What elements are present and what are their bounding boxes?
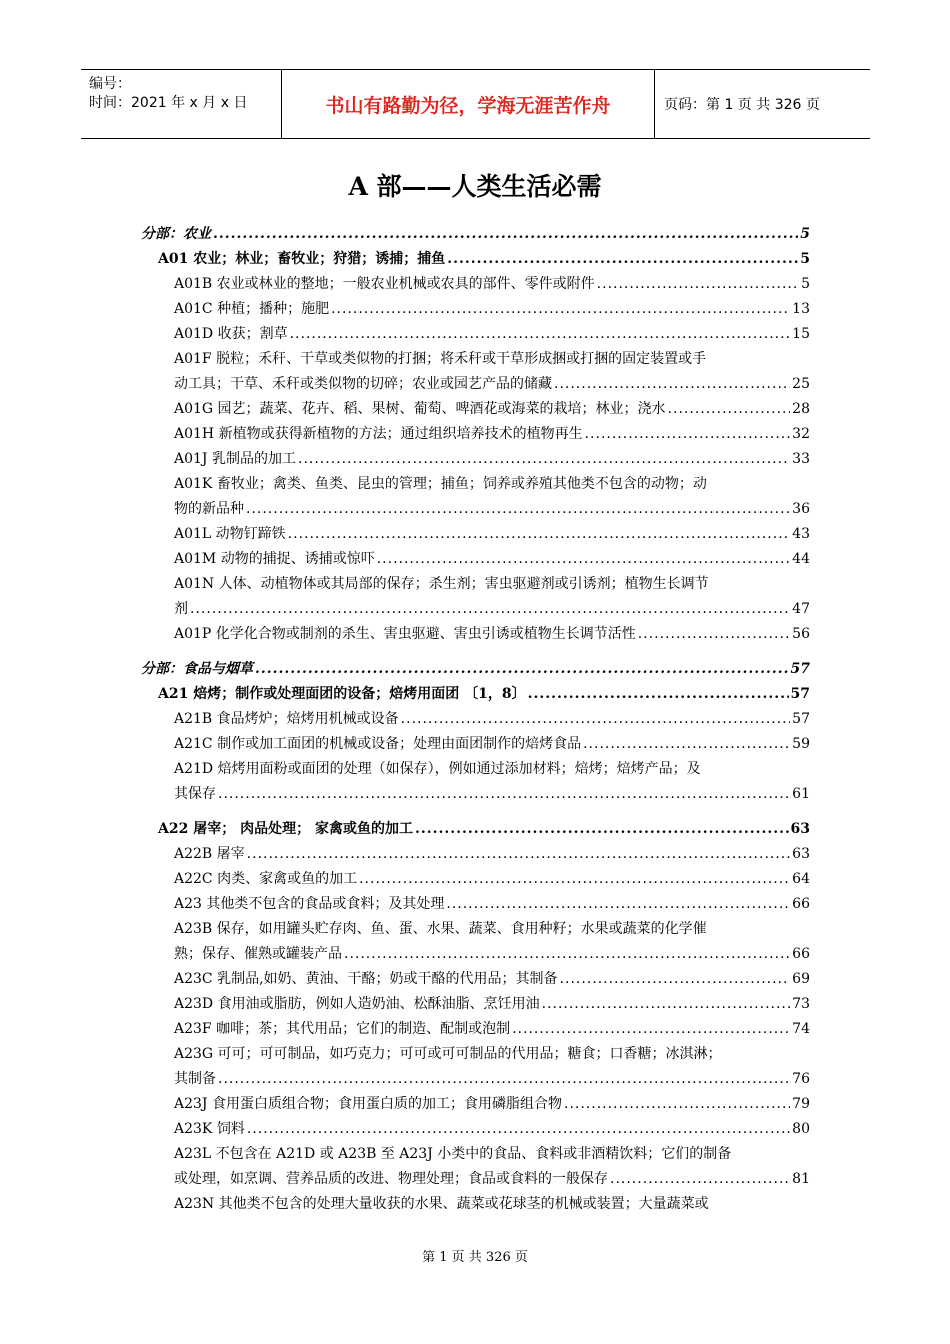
toc-leader-dots xyxy=(585,422,791,447)
toc-line xyxy=(174,522,810,547)
toc-line xyxy=(174,1117,810,1142)
toc-leader-dots xyxy=(377,547,790,572)
toc-line xyxy=(174,707,810,732)
toc-leader-dots xyxy=(446,892,790,917)
toc-entry-text: A01P 化学化合物或制剂的杀生、害虫驱避、害虫引诱或植物生长调节活性 xyxy=(174,626,636,642)
toc-leader-dots xyxy=(218,782,790,807)
header-motto: 书山有路勤为径，学海无涯苦作舟 xyxy=(325,94,611,117)
toc-leader-dots xyxy=(542,992,791,1017)
toc-page-number: 28 xyxy=(792,401,810,417)
toc-entry-text: A01D 收获；割草 xyxy=(174,326,288,342)
toc-subclass[interactable] xyxy=(174,572,810,622)
toc-entry-text: 或处理，如烹调、营养品质的改进、物理处理；食品或食料的一般保存 xyxy=(174,1171,608,1187)
toc-page-number: 73 xyxy=(792,996,810,1012)
toc-line xyxy=(174,867,810,892)
toc-line xyxy=(174,497,810,522)
toc-entry-text: A01J 乳制品的加工 xyxy=(174,451,296,467)
toc-line xyxy=(174,892,810,917)
header-number-label: 编号： xyxy=(89,76,131,92)
toc-line xyxy=(174,732,810,757)
toc-page-number: 76 xyxy=(792,1071,810,1087)
toc-line xyxy=(174,447,810,472)
toc-entry-text: A22C 肉类、家禽或鱼的加工 xyxy=(174,871,358,887)
toc-leader-dots xyxy=(331,297,790,322)
toc-line xyxy=(174,372,810,397)
toc-line xyxy=(174,272,810,297)
toc-leader-dots xyxy=(610,1167,790,1192)
toc-page-number: 44 xyxy=(792,551,810,567)
toc-entry-text: A01L 动物钉蹄铁 xyxy=(174,526,286,542)
toc-page-number: 63 xyxy=(790,821,810,837)
toc-entry-text: A23N 其他类不包含的处理大量收获的水果、蔬菜或花球茎的机械或装置；大量蔬菜或 xyxy=(174,1196,709,1212)
header-page-info: 页码：第 1 页 共 326 页 xyxy=(664,97,820,113)
toc-entry-text: 动工具；干草、禾秆或类似物的切碎；农业或园艺产品的储藏 xyxy=(174,376,552,392)
header-date-label: 时间：2021 年 x 月 x 日 xyxy=(89,95,248,111)
toc-entry-text: 物的新品种 xyxy=(174,501,244,517)
toc-entry-text: A23D 食用油或脂肪，例如人造奶油、松酥油脂、烹饪用油 xyxy=(174,996,540,1012)
toc-page-number: 13 xyxy=(792,301,810,317)
toc-line xyxy=(141,222,810,247)
toc-line xyxy=(174,842,810,867)
toc-page-number: 32 xyxy=(792,426,810,442)
toc-subclass[interactable] xyxy=(174,472,810,522)
toc-entry-text: A01B 农业或林业的整地；一般农业机械或农具的部件、零件或附件 xyxy=(174,276,595,292)
toc-page-number: 33 xyxy=(792,451,810,467)
toc-subclass[interactable] xyxy=(174,707,810,732)
toc-leader-dots xyxy=(415,817,789,842)
toc-leader-dots xyxy=(447,247,798,272)
toc-subclass[interactable] xyxy=(174,732,810,757)
toc-line xyxy=(174,622,810,647)
toc-leader-dots xyxy=(344,942,790,967)
toc-page-number: 5 xyxy=(801,276,810,292)
toc-entry-text: A01N 人体、动植物体或其局部的保存；杀生剂；害虫驱避剂或引诱剂；植物生长调节 xyxy=(174,576,709,592)
toc-page-number: 47 xyxy=(792,601,810,617)
toc-entry-text: A01M 动物的捕捉、诱捕或惊吓 xyxy=(174,551,375,567)
toc-line xyxy=(174,782,810,807)
toc-page-number: 5 xyxy=(800,251,810,267)
toc-entry-text: A22 屠宰； 肉品处理； 家禽或鱼的加工 xyxy=(158,821,413,837)
toc-page-number: 59 xyxy=(792,736,810,752)
toc-subclass[interactable] xyxy=(174,322,810,347)
toc-entry-text: A21B 食品烤炉；焙烤用机械或设备 xyxy=(174,711,399,727)
toc-entry-text: A21 焙烤；制作或处理面团的设备；焙烤用面团 〔1，8〕 xyxy=(158,686,526,702)
toc-page-number: 66 xyxy=(792,946,810,962)
toc-subclass[interactable] xyxy=(174,272,810,297)
toc-entry-text: 其制备 xyxy=(174,1071,216,1087)
toc-line xyxy=(141,657,810,682)
toc-page-number: 15 xyxy=(792,326,810,342)
toc-entry-text: 其保存 xyxy=(174,786,216,802)
toc-entry-text: 分部：农业 xyxy=(141,226,211,242)
toc-line xyxy=(174,1167,810,1192)
toc-subclass[interactable] xyxy=(174,757,810,807)
toc-entry-text: A22B 屠宰 xyxy=(174,846,245,862)
toc-entry-text: A23F 咖啡；茶；其代用品；它们的制造、配制或泡制 xyxy=(174,1021,511,1037)
page-footer: 第 1 页 共 326 页 xyxy=(422,1250,528,1265)
toc-line xyxy=(174,1067,810,1092)
toc-entry-text: A23B 保存，如用罐头贮存肉、鱼、蛋、水果、蔬菜、食用种籽；水果或蔬菜的化学催 xyxy=(174,921,707,937)
toc-line xyxy=(158,247,810,272)
toc-leader-dots xyxy=(554,372,790,397)
toc-page-number: 61 xyxy=(792,786,810,802)
toc-entry-text: A01 农业；林业；畜牧业；狩猎；诱捕；捕鱼 xyxy=(158,251,446,267)
toc-subclass[interactable] xyxy=(174,917,810,967)
toc-line xyxy=(158,817,810,842)
toc-entry-text: A21C 制作或加工面团的机械或设备；处理由面团制作的焙烤食品 xyxy=(174,736,582,752)
page-title: A 部——人类生活必需 xyxy=(348,172,602,201)
toc-page-number: 36 xyxy=(792,501,810,517)
toc-page-number: 69 xyxy=(792,971,810,987)
toc-entry-text: A21D 焙烤用面粉或面团的处理（如保存），例如通过添加材料；焙烤；焙烤产品；及 xyxy=(174,761,701,777)
toc-entry-text: A01H 新植物或获得新植物的方法；通过组织培养技术的植物再生 xyxy=(174,426,583,442)
toc-page-number: 57 xyxy=(790,661,810,677)
toc-subclass[interactable] xyxy=(174,892,810,917)
toc-subclass[interactable] xyxy=(174,867,810,892)
toc-leader-dots xyxy=(290,322,791,347)
toc-entry-text: 熟；保存、催熟或罐装产品 xyxy=(174,946,342,962)
toc-page-number: 79 xyxy=(792,1096,810,1112)
toc-page-number: 56 xyxy=(792,626,810,642)
toc-line xyxy=(174,422,810,447)
toc-line xyxy=(174,547,810,572)
toc-leader-dots xyxy=(564,1092,790,1117)
toc-subclass[interactable] xyxy=(174,1042,810,1092)
toc-page-number: 66 xyxy=(792,896,810,912)
toc-entry-text: A01F 脱粒；禾秆、干草或类似物的打捆；将禾秆或干草形成捆或打捆的固定装置或手 xyxy=(174,351,707,367)
toc-page-number: 81 xyxy=(792,1171,810,1187)
toc-subclass[interactable] xyxy=(174,347,810,397)
toc-entry-text: A23K 饲料 xyxy=(174,1121,245,1137)
toc-leader-dots xyxy=(247,842,791,867)
toc-leader-dots xyxy=(560,967,791,992)
toc-entry-text: A23G 可可；可可制品，如巧克力；可可或可可制品的代用品；糖食；口香糖；冰淇淋； xyxy=(174,1046,722,1062)
toc-subclass[interactable] xyxy=(174,1142,810,1192)
toc-entry-text: A01C 种植；播种；施肥 xyxy=(174,301,330,317)
toc-leader-dots xyxy=(401,707,791,732)
toc-leader-dots xyxy=(512,1017,790,1042)
toc-leader-dots xyxy=(638,622,790,647)
toc-line xyxy=(174,297,810,322)
toc-line xyxy=(174,597,810,622)
toc-subclass[interactable] xyxy=(174,1017,810,1042)
toc-subclass[interactable] xyxy=(174,1117,810,1142)
toc-subclass[interactable] xyxy=(174,522,810,547)
toc-section[interactable] xyxy=(141,657,810,682)
toc-leader-dots xyxy=(246,497,790,522)
toc-page-number: 57 xyxy=(790,686,810,702)
toc-page-number: 5 xyxy=(800,226,810,242)
toc-class[interactable] xyxy=(158,247,810,272)
toc-page-number: 64 xyxy=(792,871,810,887)
toc-subclass[interactable] xyxy=(174,1092,810,1117)
toc-subclass[interactable] xyxy=(174,422,810,447)
toc-leader-dots xyxy=(288,522,791,547)
header-meta xyxy=(81,70,281,138)
toc-subclass[interactable] xyxy=(174,967,810,992)
toc-subclass[interactable] xyxy=(174,397,810,422)
header-motto-cell xyxy=(281,70,655,138)
toc-subclass[interactable] xyxy=(174,622,810,647)
toc-leader-dots xyxy=(668,397,791,422)
toc-page-number: 80 xyxy=(792,1121,810,1137)
toc-line xyxy=(174,992,810,1017)
toc-line xyxy=(174,942,810,967)
toc-page-number: 63 xyxy=(792,846,810,862)
toc-line xyxy=(174,1017,810,1042)
toc-line xyxy=(174,1092,810,1117)
toc-entry-text: A23 其他类不包含的食品或食料；及其处理 xyxy=(174,896,445,912)
toc-entry-text: A01K 畜牧业；禽类、鱼类、昆虫的管理；捕鱼；饲养或养殖其他类不包含的动物；动 xyxy=(174,476,707,492)
toc-leader-dots xyxy=(255,657,789,682)
toc-subclass[interactable] xyxy=(174,842,810,867)
toc-leader-dots xyxy=(359,867,790,892)
toc-entry-text: 剂 xyxy=(174,601,188,617)
toc-entry-text: 分部：食品与烟草 xyxy=(141,661,253,677)
toc-entry-text: A23L 不包含在 A21D 或 A23B 至 A23J 小类中的食品、食料或非酒精饮料；它们的制备 xyxy=(174,1146,732,1162)
toc-leader-dots xyxy=(190,597,790,622)
toc-class[interactable] xyxy=(158,817,810,842)
toc-subclass[interactable] xyxy=(174,297,810,322)
toc-leader-dots xyxy=(218,1067,790,1092)
toc-line xyxy=(158,682,810,707)
toc-class[interactable] xyxy=(158,682,810,707)
toc-leader-dots xyxy=(298,447,790,472)
toc-line xyxy=(174,967,810,992)
toc-subclass[interactable] xyxy=(174,447,810,472)
toc-leader-dots xyxy=(597,272,799,297)
toc-page-number: 74 xyxy=(792,1021,810,1037)
toc-entry-text: A23C 乳制品,如奶、黄油、干酪；奶或干酪的代用品；其制备 xyxy=(174,971,558,987)
toc-leader-dots xyxy=(528,682,789,707)
toc-subclass[interactable] xyxy=(174,547,810,572)
toc-section[interactable] xyxy=(141,222,810,247)
toc-page-number: 57 xyxy=(792,711,810,727)
page-header xyxy=(81,69,870,139)
toc-page-number: 43 xyxy=(792,526,810,542)
toc-entry-text: A23J 食用蛋白质组合物；食用蛋白质的加工；食用磷脂组合物 xyxy=(174,1096,562,1112)
toc-leader-dots xyxy=(213,222,798,247)
toc-leader-dots xyxy=(247,1117,790,1142)
toc-leader-dots xyxy=(583,732,790,757)
toc-line xyxy=(174,322,810,347)
toc-line xyxy=(174,397,810,422)
toc-subclass[interactable] xyxy=(174,992,810,1017)
toc-subclass[interactable] xyxy=(174,1192,810,1217)
toc-page-number: 25 xyxy=(792,376,810,392)
toc-entry-text: A01G 园艺；蔬菜、花卉、稻、果树、葡萄、啤酒花或海菜的栽培；林业；浇水 xyxy=(174,401,666,417)
